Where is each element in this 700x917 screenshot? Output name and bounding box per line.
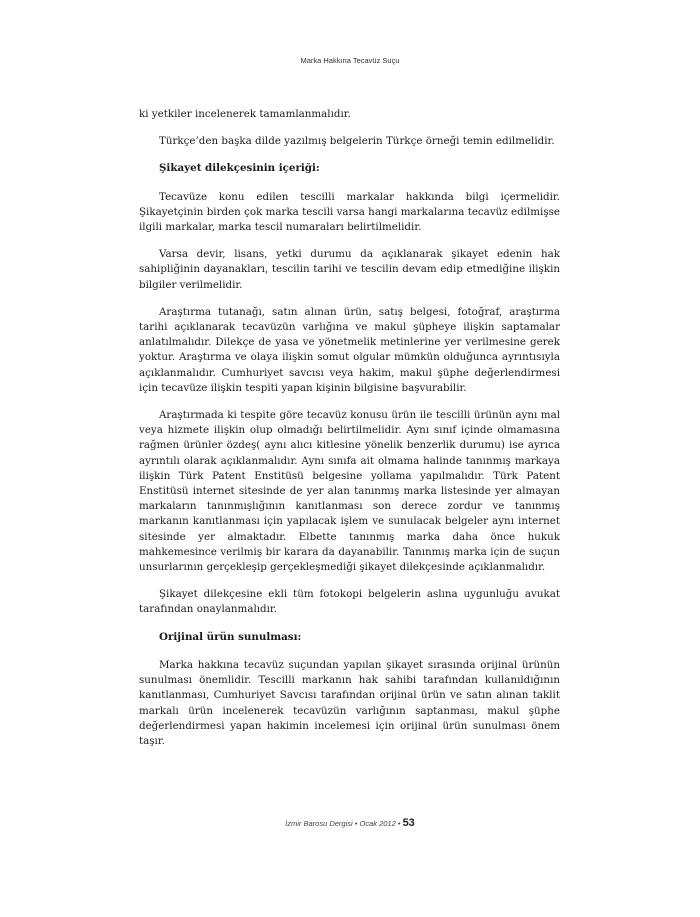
paragraph-translation: Türkçe’den başka dilde yazılmış belgelerin Türkçe örneği temin edilmelidir. (159, 135, 555, 148)
journal-name: İzmir Barosu Dergisi • Ocak 2012 • (285, 819, 401, 828)
paragraph-original-product: Marka hakkına tecavüz suçundan yapılan şikayet sırasında orijinal ürünün sunulması önemlidir. Tescilli markanın hak sahibi tarafından kullanıldığının kanıtlanması, Cumhuriyet Savcısı tarafından orijinal ürün ve satın alınan taklit markalı ürün incelenerek tecavüzün varlığının saptanması, makul şüphe değerlendirmesi yapan hakimin incelemesi için orijinal ürün sunulması önem taşır. (139, 658, 560, 747)
page-number: 53 (402, 817, 415, 829)
running-header: Marka Hakkına Tecavüz Suçu (300, 56, 400, 65)
paragraph-investigation: Araştırma tutanağı, satın alınan ürün, satış belgesi, fotoğraf, araştırma tarihi açıklanarak tecavüzün varlığına ve makul şüpheye ilişkin saptamalar anlatılmalıdır. Dilekçe de yasa ve yönetmelik metinlerine yer verilmesine gerek yoktur. Araştırma ve olaya ilişkin somut olgular mümkün olduğunca ayrıntısıyla açıklanmalıdır. Cumhuriyet savcısı veya hakim, makul şüphe değerlendirmesi için tecavüze ilişkin tespiti yapan kişinin bilgisine başvurabilir. (139, 305, 560, 394)
paragraph-ownership: Varsa devir, lisans, yetki durumu da açıklanarak şikayet edenin hak sahipliğinin dayanakları, tescilin tarihi ve tescilin devam edip etmediğine ilişkin bilgiler verilmelidir. (139, 248, 560, 291)
page-footer (0, 817, 700, 829)
paragraph-registered-marks: Tecavüze konu edilen tescilli markalar hakkında bilgi içermelidir. Şikayetçinin birden çok marka tescili varsa hangi markalarına tecavüz edilmişse ilgili markalar, marka tescil numaraları belirtilmelidir. (139, 190, 560, 234)
paragraph-continuation: ki yetkiler incelenerek tamamlanmalıdır. (139, 108, 351, 120)
article-body (139, 107, 560, 761)
section-heading-original-product: Orijinal ürün sunulması: (159, 630, 302, 643)
paragraph-certified-copies: Şikayet dilekçesine ekli tüm fotokopi belgelerin aslına uygunluğu avukat tarafından onaylanmalıdır. (139, 588, 560, 616)
paragraph-identity-of-goods: Araştırmada ki tespite göre tecavüz konusu ürün ile tescilli ürünün aynı mal veya hizmete ilişkin olup olmadığı belirtilmelidir. Aynı sınıf içinde olmamasına rağmen ürünler özdeş( aynı alıcı kitlesine yönelik benzerlik durumu) ise ayrıca ayrıntılı olarak açıklanmalıdır. Aynı sınıfa ait olmama halinde tanınmış markaya ilişkin Türk Patent Enstitüsü belgesine yollama yapılmalıdır. Türk Patent Enstitüsü internet sitesinde de yer alan tanınmış marka listesinde yer almayan markaların tanınmışlığının kanıtlanması son derece zordur ve tanınmış markanın kanıtlanması için yapılacak işlem ve sunulacak belgeler aynı internet sitesinde yer almaktadır. Elbette tanınmış marka daha önce hukuk mahkemesince verilmiş bir karara da dayanabilir. Tanınmış marka için de suçun unsurlarının gerçekleşip gerçekleşmediği şikayet dilekçesinde açıklanmalıdır. (139, 409, 560, 574)
section-heading-complaint-content: Şikayet dilekçesinin içeriği: (159, 162, 320, 175)
